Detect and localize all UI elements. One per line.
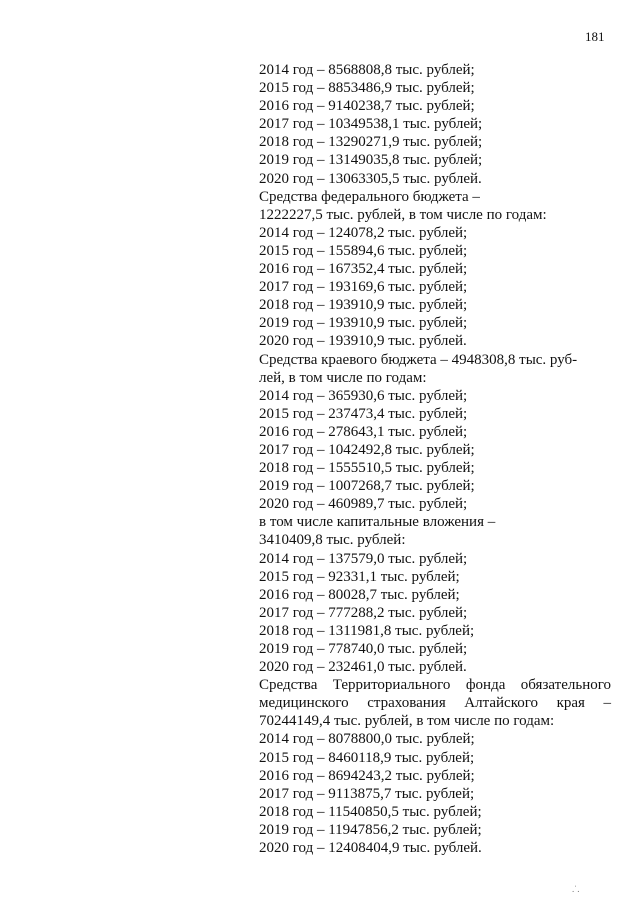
text-line: 2018 год – 13290271,9 тыс. рублей; bbox=[259, 134, 483, 151]
text-line: в том числе капитальные вложения – bbox=[259, 514, 496, 531]
text-line: Средства Территориального фонда обязательного bbox=[259, 677, 611, 694]
text-line: 2014 год – 124078,2 тыс. рублей; bbox=[259, 224, 468, 241]
text-line: 2016 год – 80028,7 тыс. рублей; bbox=[259, 586, 460, 603]
text-line: 70244149,4 тыс. рублей, в том числе по годам: bbox=[259, 713, 555, 730]
text-line: 2019 год – 193910,9 тыс. рублей; bbox=[259, 315, 468, 332]
text-line: 2014 год – 365930,6 тыс. рублей; bbox=[259, 387, 468, 404]
text-line: 2014 год – 137579,0 тыс. рублей; bbox=[259, 550, 468, 567]
text-line: 2017 год – 1042492,8 тыс. рублей; bbox=[259, 441, 475, 458]
text-line: Средства краевого бюджета – 4948308,8 тыс. руб- bbox=[259, 351, 578, 368]
text-line: 1222227,5 тыс. рублей, в том числе по годам: bbox=[259, 206, 547, 223]
text-line: 2015 год – 92331,1 тыс. рублей; bbox=[259, 568, 460, 585]
scan-artifact: .ˈ. bbox=[572, 884, 580, 894]
text-line: 2016 год – 278643,1 тыс. рублей; bbox=[259, 423, 468, 440]
text-line: 2018 год – 193910,9 тыс. рублей; bbox=[259, 297, 468, 314]
document-body bbox=[259, 61, 611, 857]
text-line: лей, в том числе по годам: bbox=[259, 369, 427, 386]
text-line: 2017 год – 193169,6 тыс. рублей; bbox=[259, 279, 468, 296]
text-line: 2020 год – 193910,9 тыс. рублей. bbox=[259, 333, 467, 350]
text-line: 2019 год – 11947856,2 тыс. рублей; bbox=[259, 821, 482, 838]
text-line: 2017 год – 10349538,1 тыс. рублей; bbox=[259, 116, 483, 133]
text-line: 2016 год – 167352,4 тыс. рублей; bbox=[259, 261, 468, 278]
text-line: 2020 год – 13063305,5 тыс. рублей. bbox=[259, 170, 482, 187]
text-line: Средства федерального бюджета – bbox=[259, 188, 480, 205]
text-line: 2017 год – 777288,2 тыс. рублей; bbox=[259, 604, 468, 621]
text-line: 2020 год – 12408404,9 тыс. рублей. bbox=[259, 840, 482, 857]
text-line: 2015 год – 8853486,9 тыс. рублей; bbox=[259, 80, 475, 97]
text-line: 2020 год – 460989,7 тыс. рублей; bbox=[259, 496, 468, 513]
text-line: 2014 год – 8078800,0 тыс. рублей; bbox=[259, 731, 475, 748]
page-number: 181 bbox=[585, 29, 605, 44]
text-line: 2019 год – 1007268,7 тыс. рублей; bbox=[259, 478, 475, 495]
text-line: 2018 год – 1555510,5 тыс. рублей; bbox=[259, 460, 475, 477]
text-line: 2018 год – 1311981,8 тыс. рублей; bbox=[259, 622, 475, 639]
text-line: 2015 год – 8460118,9 тыс. рублей; bbox=[259, 749, 475, 766]
text-line: медицинского страхования Алтайского края – bbox=[259, 695, 611, 712]
text-line: 2019 год – 778740,0 тыс. рублей; bbox=[259, 641, 468, 657]
text-line: 2015 год – 155894,6 тыс. рублей; bbox=[259, 242, 468, 259]
text-line: 2016 год – 8694243,2 тыс. рублей; bbox=[259, 767, 475, 784]
text-line: 2018 год – 11540850,5 тыс. рублей; bbox=[259, 803, 482, 820]
text-line: 2015 год – 237473,4 тыс. рублей; bbox=[259, 405, 468, 422]
text-line: 2020 год – 232461,0 тыс. рублей. bbox=[259, 659, 467, 676]
text-line: 2014 год – 8568808,8 тыс. рублей; bbox=[259, 62, 475, 78]
text-line: 2016 год – 9140238,7 тыс. рублей; bbox=[259, 98, 475, 115]
text-line: 2019 год – 13149035,8 тыс. рублей; bbox=[259, 152, 483, 169]
text-line: 2017 год – 9113875,7 тыс. рублей; bbox=[259, 785, 475, 802]
text-line: 3410409,8 тыс. рублей: bbox=[259, 532, 406, 549]
